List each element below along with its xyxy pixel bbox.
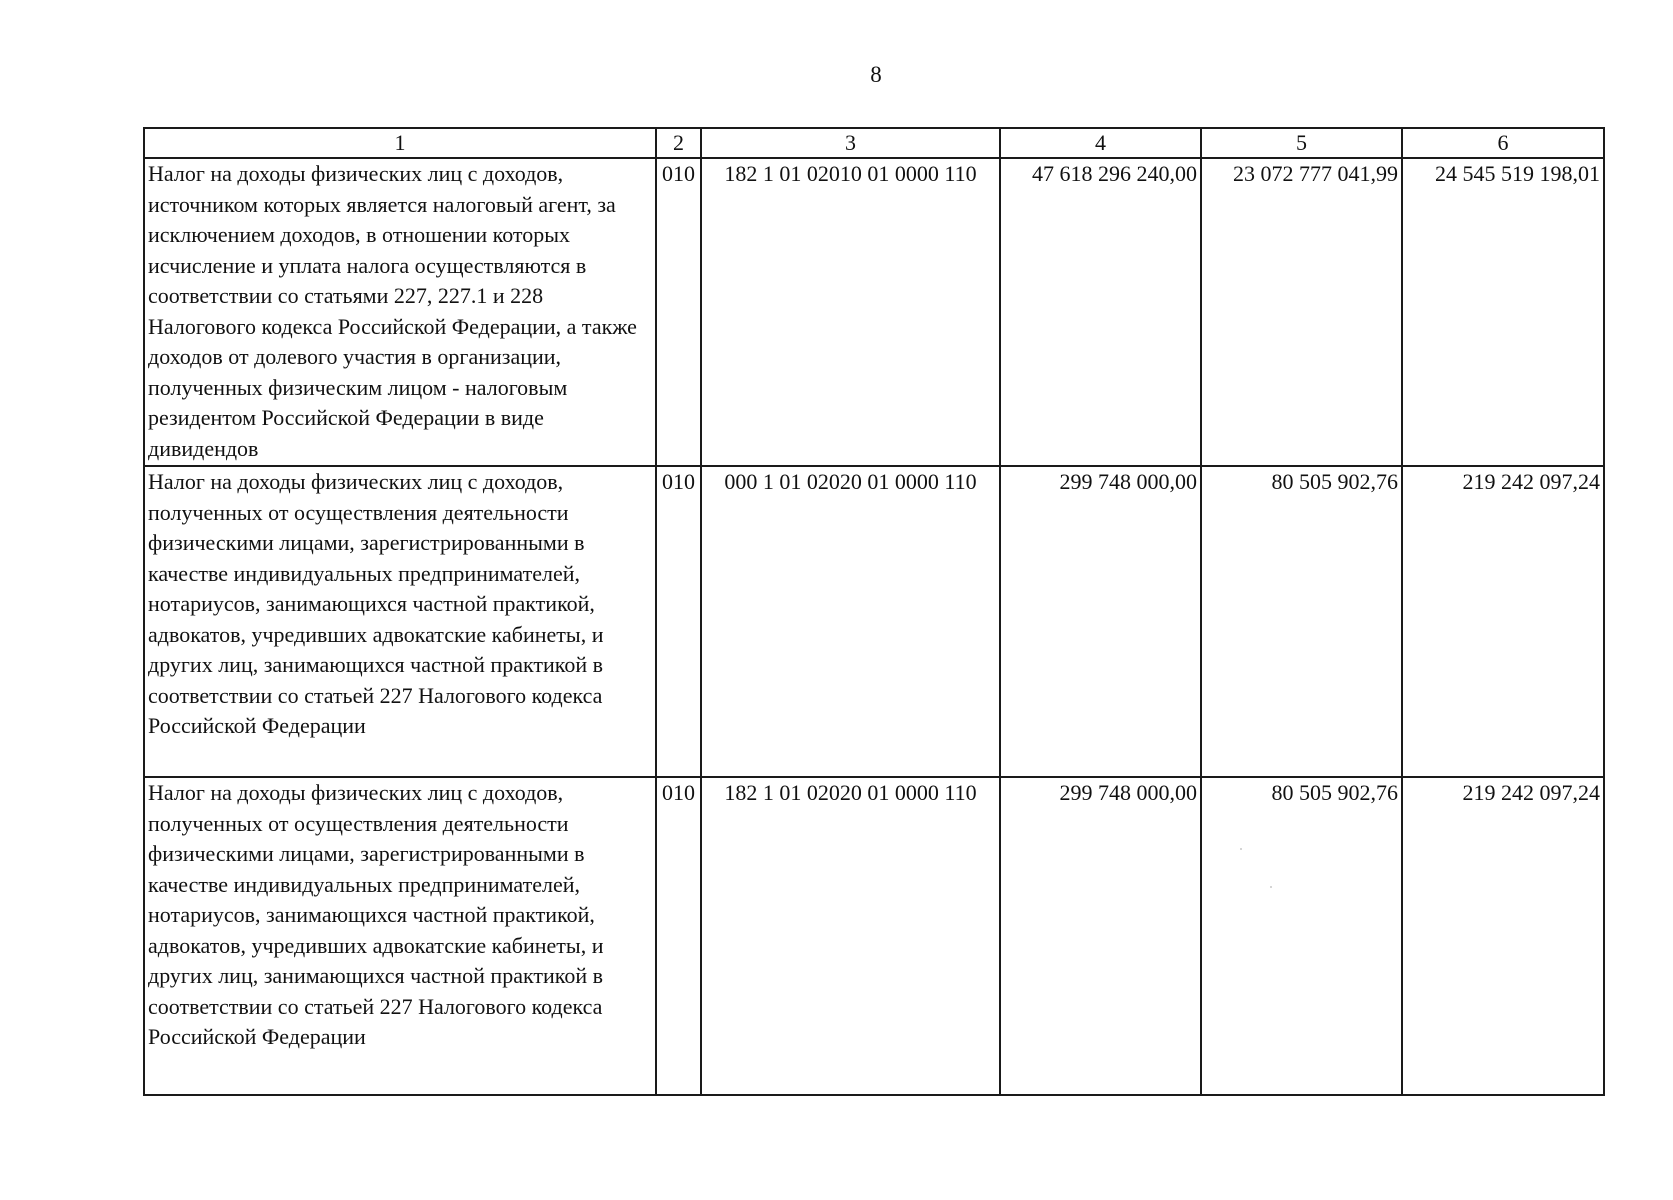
row-col5-cell: 80 505 902,76 (1201, 777, 1402, 1095)
row-name-cell: Налог на доходы физических лиц с доходов, источником которых является налоговый агент, за исключением доходов, в отношении которых исчисление и уплата налога осуществляются в соответствии со статьями 227, 227.1 и 228 Налогового кодекса Российской Федерации, а также доходов от долевого участия в организации, полученных физическим лицом - налоговым резидентом Российской Федерации в виде дивидендов (144, 158, 656, 466)
header-col-1: 1 (144, 128, 656, 158)
row-line-code-cell: 010 (656, 158, 701, 466)
header-col-4: 4 (1000, 128, 1201, 158)
table-header-row (144, 128, 1604, 158)
row-col6-cell: 219 242 097,24 (1402, 777, 1604, 1095)
row-col5-cell: 80 505 902,76 (1201, 466, 1402, 777)
row-classification-code-cell: 182 1 01 02010 01 0000 110 (701, 158, 1000, 466)
header-col-6: 6 (1402, 128, 1604, 158)
table-row (144, 466, 1604, 777)
row-col6-cell: 219 242 097,24 (1402, 466, 1604, 777)
header-col-3: 3 (701, 128, 1000, 158)
row-line-code-cell: 010 (656, 466, 701, 777)
page-number: 8 (870, 62, 882, 87)
row-classification-code-cell: 000 1 01 02020 01 0000 110 (701, 466, 1000, 777)
row-col4-cell: 299 748 000,00 (1000, 777, 1201, 1095)
row-name-cell: Налог на доходы физических лиц с доходов, полученных от осуществления деятельности физическими лицами, зарегистрированными в качестве индивидуальных предпринимателей, нотариусов, занимающихся частной практикой, адвокатов, учредивших адвокатские кабинеты, и других лиц, занимающихся частной практикой в соответствии со статьей 227 Налогового кодекса Российской Федерации (144, 466, 656, 777)
row-col6-cell: 24 545 519 198,01 (1402, 158, 1604, 466)
row-classification-code-cell: 182 1 01 02020 01 0000 110 (701, 777, 1000, 1095)
row-col4-cell: 47 618 296 240,00 (1000, 158, 1201, 466)
row-col4-cell: 299 748 000,00 (1000, 466, 1201, 777)
revenue-table (143, 127, 1605, 1096)
header-col-5: 5 (1201, 128, 1402, 158)
scan-speck (1270, 886, 1272, 888)
row-line-code-cell: 010 (656, 777, 701, 1095)
table-row (144, 158, 1604, 466)
row-col5-cell: 23 072 777 041,99 (1201, 158, 1402, 466)
table-row (144, 777, 1604, 1095)
scan-speck (1240, 848, 1242, 850)
header-col-2: 2 (656, 128, 701, 158)
row-name-cell: Налог на доходы физических лиц с доходов, полученных от осуществления деятельности физическими лицами, зарегистрированными в качестве индивидуальных предпринимателей, нотариусов, занимающихся частной практикой, адвокатов, учредивших адвокатские кабинеты, и других лиц, занимающихся частной практикой в соответствии со статьей 227 Налогового кодекса Российской Федерации (144, 777, 656, 1095)
